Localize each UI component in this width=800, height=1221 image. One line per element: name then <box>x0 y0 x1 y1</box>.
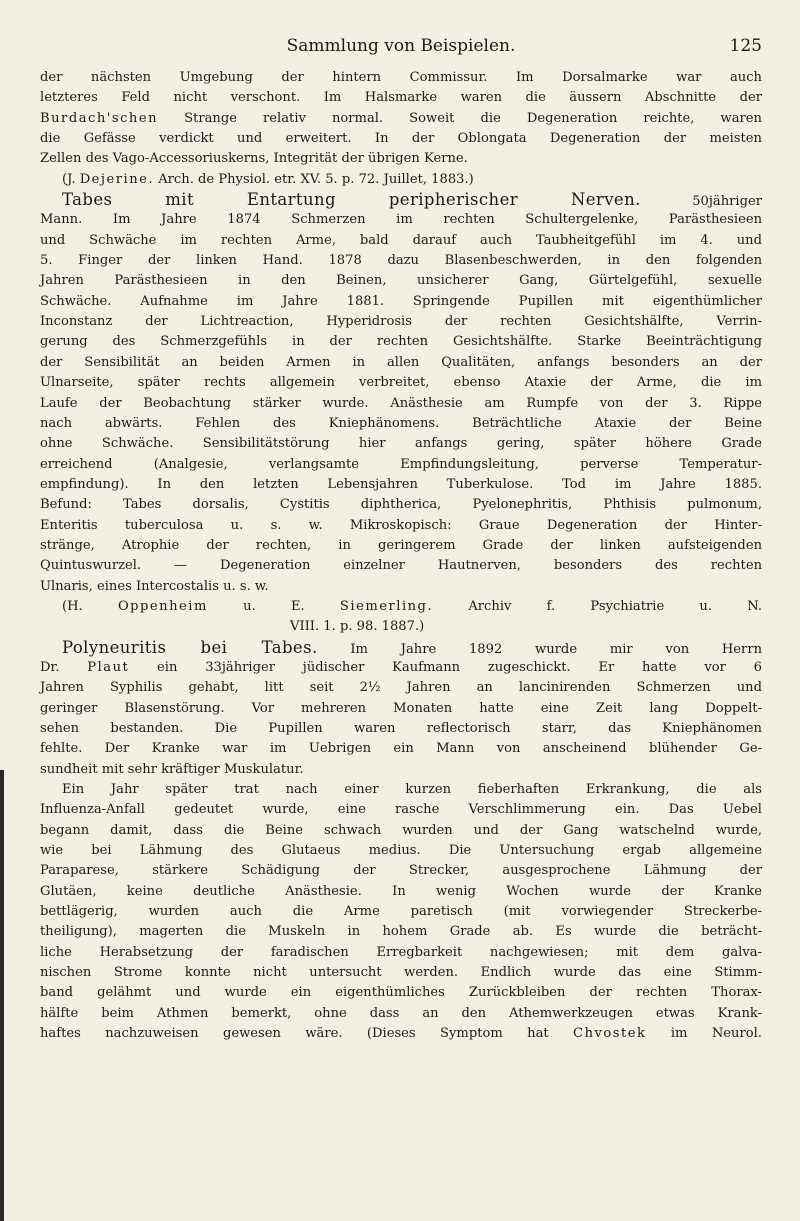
text-line: Enteritis tuberculosa u. s. w. Mikroskopisch: Graue Degeneration der Hinter- <box>40 517 762 533</box>
text-line: gerung des Schmerzgefühls in der rechten Gesichtshälfte. Starke Beeinträchtigung <box>40 334 762 350</box>
text-line: Paraparese, stärkere Schädigung der Strecker, ausgesprochene Lähmung der <box>40 863 762 879</box>
section-heading-line: Polyneuritis bei Tabes. Im Jahre 1892 wurde mir von Herrn <box>62 637 763 657</box>
text-line: sundheit mit sehr kräftiger Muskulatur. <box>40 761 304 777</box>
text-line: empfindung). In den letzten Lebensjahren Tuberkulose. Tod im Jahre 1885. <box>40 476 762 492</box>
text-line: ohne Schwäche. Sensibilitätstörung hier anfangs gering, später höhere Grade <box>40 436 762 452</box>
text-line: bettlägerig, wurden auch die Arme paretisch (mit vorwiegender Streckerbe- <box>40 904 762 920</box>
text-line: Ulnarseite, später rechts allgemein verbreitet, ebenso Ataxie der Arme, die im <box>40 375 762 391</box>
text-line: stränge, Atrophie der rechten, in geringerem Grade der linken aufsteigenden <box>40 537 762 553</box>
running-title: Sammlung von Beispielen. <box>286 36 516 56</box>
citation: (H. Oppenheim u. E. Siemerling. Archiv f. Psychiatrie u. N. <box>62 598 763 614</box>
text-line: Influenza-Anfall gedeutet wurde, eine rasche Verschlimmerung ein. Das Uebel <box>40 802 762 818</box>
text-line: wie bei Lähmung des Glutaeus medius. Die Untersuchung ergab allgemeine <box>40 843 762 859</box>
text-line: hälfte beim Athmen bemerkt, ohne dass an den Athemwerkzeugen etwas Krank- <box>40 1005 762 1021</box>
text-line: Quintuswurzel. — Degeneration einzelner Hautnerven, besonders des rechten <box>40 558 762 574</box>
text-line: theiligung), magerten die Muskeln in hohem Grade ab. Es wurde die beträcht- <box>40 924 762 940</box>
text-line: Jahren Parästhesieen in den Beinen, unsicherer Gang, Gürtelgefühl, sexuelle <box>40 273 762 289</box>
text-line: Schwäche. Aufnahme im Jahre 1881. Springende Pupillen mit eigenthümlicher <box>40 293 762 309</box>
text-line: liche Herabsetzung der faradischen Erregbarkeit nachgewiesen; mit dem galva- <box>40 944 762 960</box>
text-line <box>40 109 762 129</box>
scan-edge-shadow <box>0 770 4 1221</box>
text-line: Zellen des Vago-Accessoriuskerns, Integrität der übrigen Kerne. <box>40 151 468 167</box>
person-name: Burdach'schen <box>40 110 159 126</box>
person-name: Oppenheim <box>117 598 208 614</box>
person-name: Chvostek <box>573 1026 647 1042</box>
text-line: der Sensibilität an beiden Armen in allen Qualitäten, anfangs besonders an der <box>40 354 762 370</box>
text-line: geringer Blasenstörung. Vor mehreren Monaten hatte eine Zeit lang Doppelt- <box>40 700 762 716</box>
text-line: nach abwärts. Fehlen des Kniephänomens. Beträchtliche Ataxie der Beine <box>40 415 762 431</box>
line-fragment: Strange relativ normal. Soweit die Degeneration reichte, waren <box>184 110 762 126</box>
text-line: Ein Jahr später trat nach einer kurzen fieberhaften Erkrankung, die als <box>62 782 762 798</box>
text-line: Jahren Syphilis gehabt, litt seit 2½ Jahren an lancinirenden Schmerzen und <box>40 680 762 696</box>
citation: VIII. 1. p. 98. 1887.) <box>290 619 425 635</box>
text-line: nischen Strome konnte nicht untersucht werden. Endlich wurde das eine Stimm- <box>40 965 762 981</box>
text-line: letzteres Feld nicht verschont. Im Halsmarke waren die äussern Abschnitte der <box>40 90 762 106</box>
text-line: der nächsten Umgebung der hintern Commissur. Im Dorsalmarke war auch <box>40 70 762 85</box>
text-line: Ulnaris, eines Intercostalis u. s. w. <box>40 578 269 594</box>
text-line: Mann. Im Jahre 1874 Schmerzen im rechten Schultergelenke, Parästhesieen <box>40 212 762 228</box>
citation: (J. Dejerine. Arch. de Physiol. etr. XV. 5. p. 72. Juillet, 1883.) <box>62 171 474 187</box>
page-header <box>40 36 762 60</box>
text-line: Befund: Tabes dorsalis, Cystitis diphtherica, Pyelonephritis, Phthisis pulmonum, <box>40 497 762 513</box>
text-line: band gelähmt und wurde ein eigenthümliches Zurückbleiben der rechten Thorax- <box>40 985 762 1001</box>
text-line: begann damit, dass die Beine schwach wurden und der Gang watschelnd wurde, <box>40 822 762 838</box>
page-number: 125 <box>729 36 762 56</box>
text-line: und Schwäche im rechten Arme, bald darauf auch Taubheitgefühl im 4. und <box>40 232 762 248</box>
text-line: Inconstanz der Lichtreaction, Hyperidrosis der rechten Gesichtshälfte, Verrin- <box>40 314 762 330</box>
book-page <box>40 0 762 1221</box>
page-body <box>40 68 762 1045</box>
person-name: Dejerine. <box>79 171 155 187</box>
text-line: Glutäen, keine deutliche Anästhesie. In wenig Wochen wurde der Kranke <box>40 883 762 899</box>
section-heading: Polyneuritis bei Tabes. <box>62 637 318 657</box>
person-name: Siemerling. <box>339 598 434 614</box>
text-line: Dr. Plaut ein 33jähriger jüdischer Kaufmann zugeschickt. Er hatte vor 6 <box>40 659 762 675</box>
text-line: fehlte. Der Kranke war im Uebrigen ein Mann von anscheinend blühender Ge- <box>40 741 762 757</box>
text-line: die Gefässe verdickt und erweitert. In der Oblongata Degeneration der meisten <box>40 131 762 147</box>
text-line: sehen bestanden. Die Pupillen waren reflectorisch starr, das Kniephänomen <box>40 721 762 736</box>
person-name: Plaut <box>87 659 130 675</box>
section-heading-line: Tabes mit Entartung peripherischer Nerven. 50jähriger <box>62 190 762 210</box>
section-heading: Tabes mit Entartung peripherischer Nerven. <box>62 190 641 210</box>
text-line: Laufe der Beobachtung stärker wurde. Anästhesie am Rumpfe von der 3. Rippe <box>40 395 762 411</box>
text-line: 5. Finger der linken Hand. 1878 dazu Blasenbeschwerden, in den folgenden <box>40 253 762 269</box>
text-line: haftes nachzuweisen gewesen wäre. (Dieses Symptom hat Chvostek im Neurol. <box>40 1026 762 1042</box>
text-line: erreichend (Analgesie, verlangsamte Empfindungsleitung, perverse Temperatur- <box>40 456 762 472</box>
